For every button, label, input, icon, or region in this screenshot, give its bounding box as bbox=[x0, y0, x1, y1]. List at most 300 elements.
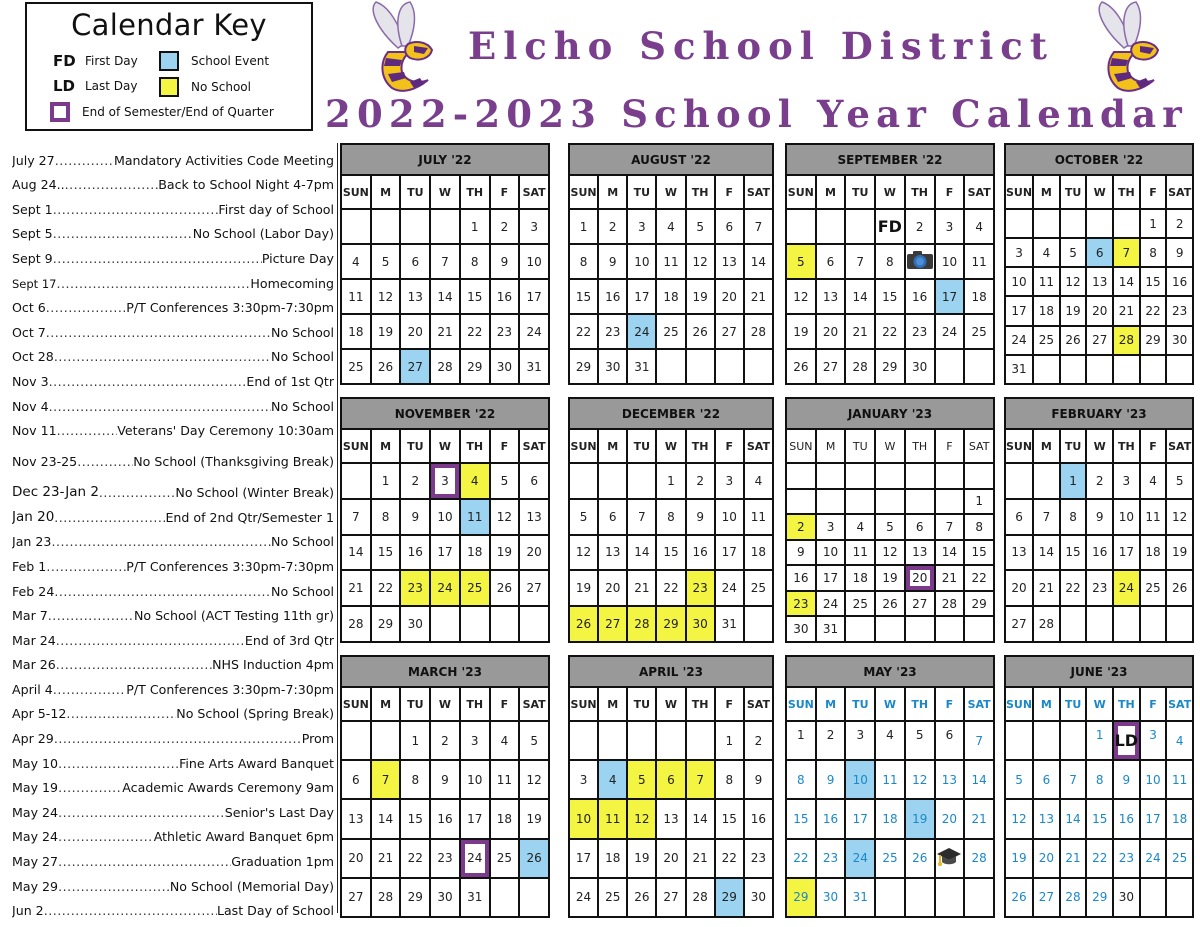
day-cell[interactable]: 2 bbox=[906, 210, 934, 243]
day-cell[interactable]: 20 bbox=[906, 566, 934, 590]
day-cell[interactable]: 24 bbox=[817, 592, 845, 616]
day-cell[interactable]: 19 bbox=[787, 315, 815, 348]
day-cell[interactable]: 16 bbox=[906, 280, 934, 313]
day-cell[interactable]: 20 bbox=[520, 536, 548, 570]
day-cell[interactable]: 30 bbox=[745, 879, 772, 916]
day-cell[interactable]: 30 bbox=[1114, 879, 1139, 916]
day-cell[interactable]: 10 bbox=[817, 541, 845, 565]
day-cell[interactable]: 12 bbox=[1006, 800, 1032, 837]
day-cell[interactable]: 13 bbox=[401, 280, 429, 313]
day-cell[interactable]: 28 bbox=[1114, 327, 1139, 354]
day-cell[interactable]: 30 bbox=[687, 607, 714, 641]
day-cell[interactable]: 27 bbox=[1006, 607, 1032, 641]
day-cell[interactable]: 10 bbox=[846, 761, 874, 798]
day-cell[interactable]: 14 bbox=[342, 536, 370, 570]
day-cell[interactable]: 15 bbox=[876, 280, 904, 313]
day-cell[interactable]: 11 bbox=[1167, 761, 1192, 798]
day-cell[interactable]: 29 bbox=[965, 592, 993, 616]
day-cell[interactable]: 11 bbox=[965, 245, 993, 278]
day-cell[interactable]: 22 bbox=[716, 840, 743, 877]
day-cell[interactable]: 26 bbox=[372, 350, 400, 383]
day-cell[interactable]: 23 bbox=[745, 840, 772, 877]
day-cell[interactable]: 28 bbox=[1061, 879, 1086, 916]
day-cell[interactable]: 7 bbox=[965, 722, 993, 759]
day-cell[interactable]: 8 bbox=[787, 761, 815, 798]
day-cell[interactable]: 15 bbox=[401, 800, 429, 837]
day-cell[interactable]: 15 bbox=[657, 536, 684, 570]
day-cell[interactable]: 24 bbox=[1114, 571, 1139, 605]
day-cell[interactable]: 19 bbox=[1006, 840, 1032, 877]
day-cell[interactable]: 5 bbox=[876, 515, 904, 539]
day-cell[interactable]: 7 bbox=[1061, 761, 1086, 798]
day-cell[interactable]: 9 bbox=[817, 761, 845, 798]
day-cell[interactable]: 20 bbox=[1087, 297, 1112, 324]
day-cell[interactable]: 13 bbox=[1006, 536, 1032, 570]
day-cell[interactable]: 18 bbox=[1167, 800, 1192, 837]
day-cell[interactable]: 23 bbox=[431, 840, 459, 877]
day-cell[interactable]: 19 bbox=[876, 566, 904, 590]
day-cell[interactable]: 17 bbox=[817, 566, 845, 590]
day-cell[interactable]: 14 bbox=[745, 245, 772, 278]
day-cell[interactable]: 15 bbox=[1141, 268, 1166, 295]
day-cell[interactable]: 11 bbox=[491, 761, 519, 798]
day-cell[interactable]: 31 bbox=[1006, 356, 1032, 383]
day-cell[interactable]: 16 bbox=[1167, 268, 1192, 295]
day-cell[interactable]: 2 bbox=[401, 464, 429, 498]
day-cell[interactable]: 17 bbox=[846, 800, 874, 837]
day-cell[interactable]: 17 bbox=[570, 840, 597, 877]
day-cell[interactable]: 7 bbox=[628, 500, 655, 534]
day-cell[interactable]: 3 bbox=[461, 722, 489, 759]
day-cell[interactable]: 21 bbox=[687, 840, 714, 877]
day-cell[interactable]: 19 bbox=[628, 840, 655, 877]
day-cell[interactable]: 3 bbox=[817, 515, 845, 539]
day-cell[interactable]: 16 bbox=[431, 800, 459, 837]
day-cell[interactable]: 7 bbox=[342, 500, 370, 534]
day-cell[interactable]: 18 bbox=[491, 800, 519, 837]
day-cell[interactable]: 15 bbox=[372, 536, 400, 570]
day-cell[interactable]: 14 bbox=[1061, 800, 1086, 837]
day-cell[interactable]: 8 bbox=[461, 245, 489, 278]
day-cell[interactable]: 29 bbox=[716, 879, 743, 916]
day-cell[interactable]: 4 bbox=[745, 464, 772, 498]
day-cell[interactable]: 18 bbox=[965, 280, 993, 313]
day-cell[interactable]: 16 bbox=[1114, 800, 1139, 837]
day-cell[interactable]: 15 bbox=[787, 800, 815, 837]
day-cell[interactable]: 14 bbox=[628, 536, 655, 570]
day-cell[interactable]: 2 bbox=[491, 210, 519, 243]
day-cell[interactable]: 23 bbox=[687, 571, 714, 605]
day-cell[interactable]: 3 bbox=[570, 761, 597, 798]
day-cell[interactable]: 24 bbox=[1141, 840, 1166, 877]
day-cell[interactable]: 1 bbox=[1087, 722, 1112, 759]
day-cell[interactable]: 21 bbox=[1114, 297, 1139, 324]
day-cell[interactable]: 2 bbox=[1087, 464, 1112, 498]
day-cell[interactable]: 21 bbox=[936, 566, 964, 590]
day-cell[interactable]: 16 bbox=[787, 566, 815, 590]
day-cell[interactable]: 31 bbox=[817, 617, 845, 641]
day-cell[interactable]: 9 bbox=[787, 541, 815, 565]
day-cell[interactable]: 12 bbox=[628, 800, 655, 837]
day-cell[interactable]: 7 bbox=[936, 515, 964, 539]
day-cell[interactable]: 4 bbox=[965, 210, 993, 243]
day-cell[interactable]: 26 bbox=[906, 840, 934, 877]
day-cell[interactable]: 3 bbox=[431, 464, 459, 498]
day-cell[interactable]: 31 bbox=[628, 350, 655, 383]
day-cell[interactable] bbox=[936, 840, 964, 877]
day-cell[interactable]: 8 bbox=[372, 500, 400, 534]
day-cell[interactable]: 6 bbox=[520, 464, 548, 498]
day-cell[interactable]: 25 bbox=[1034, 327, 1059, 354]
day-cell[interactable]: 27 bbox=[401, 350, 429, 383]
day-cell[interactable]: 24 bbox=[570, 879, 597, 916]
day-cell[interactable]: 19 bbox=[687, 280, 714, 313]
day-cell[interactable]: 7 bbox=[745, 210, 772, 243]
day-cell[interactable]: 26 bbox=[1061, 327, 1086, 354]
day-cell[interactable]: 18 bbox=[342, 315, 370, 348]
day-cell[interactable]: 30 bbox=[1167, 327, 1192, 354]
day-cell[interactable]: 18 bbox=[876, 800, 904, 837]
day-cell[interactable]: 28 bbox=[965, 840, 993, 877]
day-cell[interactable]: 24 bbox=[936, 315, 964, 348]
day-cell[interactable]: 13 bbox=[657, 800, 684, 837]
day-cell[interactable]: 15 bbox=[570, 280, 597, 313]
day-cell[interactable]: 28 bbox=[628, 607, 655, 641]
day-cell[interactable]: 12 bbox=[520, 761, 548, 798]
day-cell[interactable]: 5 bbox=[1167, 464, 1192, 498]
day-cell[interactable]: 4 bbox=[876, 722, 904, 759]
day-cell[interactable]: 10 bbox=[431, 500, 459, 534]
day-cell[interactable]: 18 bbox=[745, 536, 772, 570]
day-cell[interactable]: 9 bbox=[431, 761, 459, 798]
day-cell[interactable]: 25 bbox=[342, 350, 370, 383]
day-cell[interactable]: 25 bbox=[1167, 840, 1192, 877]
day-cell[interactable]: 13 bbox=[936, 761, 964, 798]
day-cell[interactable]: 22 bbox=[965, 566, 993, 590]
day-cell[interactable]: 9 bbox=[745, 761, 772, 798]
day-cell[interactable]: 8 bbox=[657, 500, 684, 534]
day-cell[interactable]: 5 bbox=[787, 245, 815, 278]
day-cell[interactable]: 13 bbox=[1034, 800, 1059, 837]
day-cell[interactable]: 22 bbox=[657, 571, 684, 605]
day-cell[interactable]: 29 bbox=[1087, 879, 1112, 916]
day-cell[interactable]: 31 bbox=[716, 607, 743, 641]
day-cell[interactable]: 29 bbox=[1141, 327, 1166, 354]
day-cell[interactable]: 10 bbox=[570, 800, 597, 837]
day-cell[interactable]: 1 bbox=[401, 722, 429, 759]
day-cell[interactable]: 25 bbox=[599, 879, 626, 916]
day-cell[interactable]: 28 bbox=[342, 607, 370, 641]
day-cell[interactable]: 22 bbox=[787, 840, 815, 877]
day-cell[interactable]: 30 bbox=[787, 617, 815, 641]
day-cell[interactable]: 24 bbox=[716, 571, 743, 605]
day-cell[interactable]: 21 bbox=[342, 571, 370, 605]
day-cell[interactable]: 3 bbox=[628, 210, 655, 243]
day-cell[interactable]: 4 bbox=[491, 722, 519, 759]
day-cell[interactable]: 29 bbox=[401, 879, 429, 916]
day-cell[interactable]: 12 bbox=[906, 761, 934, 798]
day-cell[interactable]: 18 bbox=[846, 566, 874, 590]
day-cell[interactable]: 17 bbox=[716, 536, 743, 570]
day-cell[interactable]: 27 bbox=[520, 571, 548, 605]
day-cell[interactable]: 21 bbox=[431, 315, 459, 348]
day-cell[interactable]: 4 bbox=[846, 515, 874, 539]
day-cell[interactable]: 6 bbox=[936, 722, 964, 759]
day-cell[interactable]: 1 bbox=[1141, 210, 1166, 237]
day-cell[interactable]: 14 bbox=[687, 800, 714, 837]
day-cell[interactable]: 25 bbox=[965, 315, 993, 348]
day-cell[interactable]: 15 bbox=[716, 800, 743, 837]
day-cell[interactable]: 12 bbox=[876, 541, 904, 565]
day-cell[interactable]: 24 bbox=[520, 315, 548, 348]
day-cell[interactable]: 28 bbox=[431, 350, 459, 383]
day-cell[interactable]: 31 bbox=[520, 350, 548, 383]
day-cell[interactable]: 26 bbox=[570, 607, 597, 641]
day-cell[interactable]: 3 bbox=[1006, 239, 1032, 266]
day-cell[interactable]: 11 bbox=[846, 541, 874, 565]
day-cell[interactable]: 20 bbox=[1034, 840, 1059, 877]
day-cell[interactable]: 1 bbox=[1061, 464, 1086, 498]
day-cell[interactable]: 19 bbox=[520, 800, 548, 837]
day-cell[interactable]: 3 bbox=[1114, 464, 1139, 498]
day-cell[interactable]: 20 bbox=[342, 840, 370, 877]
day-cell[interactable]: 10 bbox=[1006, 268, 1032, 295]
day-cell[interactable]: 10 bbox=[461, 761, 489, 798]
day-cell[interactable]: 22 bbox=[876, 315, 904, 348]
day-cell[interactable]: 13 bbox=[599, 536, 626, 570]
day-cell[interactable]: 12 bbox=[1167, 500, 1192, 534]
day-cell[interactable]: 6 bbox=[817, 245, 845, 278]
day-cell[interactable]: 6 bbox=[657, 761, 684, 798]
day-cell[interactable]: 6 bbox=[1006, 500, 1032, 534]
day-cell[interactable]: 17 bbox=[628, 280, 655, 313]
day-cell[interactable]: 5 bbox=[1006, 761, 1032, 798]
day-cell[interactable]: 19 bbox=[372, 315, 400, 348]
day-cell[interactable]: 29 bbox=[876, 350, 904, 383]
day-cell[interactable]: 27 bbox=[716, 315, 743, 348]
day-cell[interactable]: 27 bbox=[342, 879, 370, 916]
day-cell[interactable]: 6 bbox=[1087, 239, 1112, 266]
day-cell[interactable]: 9 bbox=[491, 245, 519, 278]
day-cell[interactable]: 7 bbox=[1034, 500, 1059, 534]
day-cell[interactable]: 25 bbox=[657, 315, 684, 348]
day-cell[interactable]: 29 bbox=[461, 350, 489, 383]
day-cell[interactable]: 4 bbox=[461, 464, 489, 498]
day-cell[interactable]: 28 bbox=[936, 592, 964, 616]
day-cell[interactable]: 12 bbox=[687, 245, 714, 278]
day-cell[interactable]: 12 bbox=[372, 280, 400, 313]
day-cell[interactable]: 28 bbox=[372, 879, 400, 916]
day-cell[interactable]: 26 bbox=[787, 350, 815, 383]
day-cell[interactable]: 22 bbox=[401, 840, 429, 877]
day-cell[interactable]: 11 bbox=[876, 761, 904, 798]
day-cell[interactable]: 7 bbox=[431, 245, 459, 278]
day-cell[interactable]: 14 bbox=[1034, 536, 1059, 570]
day-cell[interactable]: 8 bbox=[1087, 761, 1112, 798]
day-cell[interactable]: 17 bbox=[936, 280, 964, 313]
day-cell[interactable]: 11 bbox=[342, 280, 370, 313]
day-cell[interactable]: 30 bbox=[906, 350, 934, 383]
day-cell[interactable]: 1 bbox=[461, 210, 489, 243]
day-cell[interactable]: 24 bbox=[1006, 327, 1032, 354]
day-cell[interactable]: 20 bbox=[657, 840, 684, 877]
day-cell[interactable]: 8 bbox=[965, 515, 993, 539]
day-cell[interactable]: 25 bbox=[1141, 571, 1166, 605]
day-cell[interactable]: 14 bbox=[1114, 268, 1139, 295]
day-cell[interactable]: 17 bbox=[461, 800, 489, 837]
day-cell[interactable]: 6 bbox=[906, 515, 934, 539]
day-cell[interactable]: 6 bbox=[599, 500, 626, 534]
day-cell[interactable]: 16 bbox=[687, 536, 714, 570]
day-cell[interactable]: 17 bbox=[1006, 297, 1032, 324]
day-cell[interactable]: 26 bbox=[687, 315, 714, 348]
day-cell[interactable]: 1 bbox=[965, 490, 993, 514]
day-cell[interactable]: 27 bbox=[817, 350, 845, 383]
day-cell[interactable]: 10 bbox=[936, 245, 964, 278]
day-cell[interactable]: 23 bbox=[906, 315, 934, 348]
day-cell[interactable]: 7 bbox=[372, 761, 400, 798]
day-cell[interactable]: 10 bbox=[520, 245, 548, 278]
day-cell[interactable]: 9 bbox=[1114, 761, 1139, 798]
day-cell[interactable]: FD bbox=[876, 210, 904, 243]
day-cell[interactable]: 13 bbox=[1087, 268, 1112, 295]
day-cell[interactable]: 4 bbox=[1141, 464, 1166, 498]
day-cell[interactable]: 8 bbox=[401, 761, 429, 798]
day-cell[interactable]: 4 bbox=[1167, 722, 1192, 759]
day-cell[interactable]: 23 bbox=[1167, 297, 1192, 324]
day-cell[interactable]: 17 bbox=[1114, 536, 1139, 570]
day-cell[interactable]: 26 bbox=[1167, 571, 1192, 605]
day-cell[interactable]: 27 bbox=[1034, 879, 1059, 916]
day-cell[interactable]: 15 bbox=[1087, 800, 1112, 837]
day-cell[interactable]: 9 bbox=[1087, 500, 1112, 534]
day-cell[interactable]: 4 bbox=[599, 761, 626, 798]
day-cell[interactable]: 19 bbox=[1061, 297, 1086, 324]
day-cell[interactable]: 8 bbox=[570, 245, 597, 278]
day-cell[interactable]: 30 bbox=[599, 350, 626, 383]
day-cell[interactable]: 26 bbox=[1006, 879, 1032, 916]
day-cell[interactable]: 6 bbox=[342, 761, 370, 798]
day-cell[interactable]: 16 bbox=[1087, 536, 1112, 570]
day-cell[interactable]: 2 bbox=[1167, 210, 1192, 237]
day-cell[interactable]: 14 bbox=[965, 761, 993, 798]
day-cell[interactable]: 17 bbox=[520, 280, 548, 313]
day-cell[interactable]: 11 bbox=[599, 800, 626, 837]
day-cell[interactable]: 5 bbox=[1061, 239, 1086, 266]
day-cell[interactable]: 11 bbox=[657, 245, 684, 278]
day-cell[interactable]: 22 bbox=[1141, 297, 1166, 324]
day-cell[interactable]: 23 bbox=[491, 315, 519, 348]
day-cell[interactable]: 1 bbox=[716, 722, 743, 759]
day-cell[interactable]: 18 bbox=[657, 280, 684, 313]
day-cell[interactable]: 26 bbox=[628, 879, 655, 916]
day-cell[interactable]: 12 bbox=[787, 280, 815, 313]
day-cell[interactable]: 6 bbox=[401, 245, 429, 278]
day-cell[interactable]: 4 bbox=[342, 245, 370, 278]
day-cell[interactable]: 2 bbox=[787, 515, 815, 539]
day-cell[interactable]: 18 bbox=[1141, 536, 1166, 570]
day-cell[interactable]: 7 bbox=[1114, 239, 1139, 266]
day-cell[interactable]: 25 bbox=[491, 840, 519, 877]
day-cell[interactable]: 12 bbox=[1061, 268, 1086, 295]
day-cell[interactable]: 14 bbox=[936, 541, 964, 565]
day-cell[interactable]: 17 bbox=[431, 536, 459, 570]
day-cell[interactable]: 19 bbox=[906, 800, 934, 837]
day-cell[interactable]: 28 bbox=[846, 350, 874, 383]
day-cell[interactable]: 6 bbox=[1034, 761, 1059, 798]
day-cell[interactable]: 20 bbox=[599, 571, 626, 605]
day-cell[interactable]: 4 bbox=[1034, 239, 1059, 266]
day-cell[interactable]: 8 bbox=[1061, 500, 1086, 534]
day-cell[interactable]: 2 bbox=[745, 722, 772, 759]
day-cell[interactable]: 24 bbox=[461, 840, 489, 877]
day-cell[interactable]: 22 bbox=[1061, 571, 1086, 605]
day-cell[interactable]: 9 bbox=[599, 245, 626, 278]
day-cell[interactable]: 20 bbox=[1006, 571, 1032, 605]
day-cell[interactable]: 19 bbox=[570, 571, 597, 605]
day-cell[interactable]: 29 bbox=[372, 607, 400, 641]
day-cell[interactable]: 7 bbox=[687, 761, 714, 798]
day-cell[interactable]: 16 bbox=[817, 800, 845, 837]
day-cell[interactable]: 27 bbox=[1087, 327, 1112, 354]
day-cell[interactable]: 10 bbox=[1141, 761, 1166, 798]
day-cell[interactable]: 28 bbox=[745, 315, 772, 348]
day-cell[interactable]: 14 bbox=[372, 800, 400, 837]
day-cell[interactable]: 1 bbox=[657, 464, 684, 498]
day-cell[interactable]: 16 bbox=[599, 280, 626, 313]
day-cell[interactable]: 23 bbox=[401, 571, 429, 605]
day-cell[interactable]: 21 bbox=[965, 800, 993, 837]
day-cell[interactable]: 15 bbox=[461, 280, 489, 313]
day-cell[interactable]: 23 bbox=[787, 592, 815, 616]
day-cell[interactable]: 9 bbox=[1167, 239, 1192, 266]
day-cell[interactable]: 3 bbox=[1141, 722, 1166, 759]
day-cell[interactable]: 13 bbox=[716, 245, 743, 278]
day-cell[interactable]: 24 bbox=[431, 571, 459, 605]
day-cell[interactable]: 11 bbox=[461, 500, 489, 534]
day-cell[interactable]: 22 bbox=[1087, 840, 1112, 877]
day-cell[interactable]: 3 bbox=[716, 464, 743, 498]
day-cell[interactable]: 24 bbox=[628, 315, 655, 348]
day-cell[interactable]: 22 bbox=[372, 571, 400, 605]
day-cell[interactable]: 23 bbox=[1114, 840, 1139, 877]
day-cell[interactable]: 29 bbox=[657, 607, 684, 641]
day-cell[interactable] bbox=[906, 245, 934, 278]
day-cell[interactable]: 13 bbox=[817, 280, 845, 313]
day-cell[interactable]: 22 bbox=[570, 315, 597, 348]
day-cell[interactable]: 5 bbox=[628, 761, 655, 798]
day-cell[interactable]: 1 bbox=[787, 722, 815, 759]
day-cell[interactable]: 13 bbox=[520, 500, 548, 534]
day-cell[interactable]: 21 bbox=[1034, 571, 1059, 605]
day-cell[interactable]: 25 bbox=[461, 571, 489, 605]
day-cell[interactable]: 16 bbox=[745, 800, 772, 837]
day-cell[interactable]: 21 bbox=[846, 315, 874, 348]
day-cell[interactable]: 1 bbox=[372, 464, 400, 498]
day-cell[interactable]: 3 bbox=[846, 722, 874, 759]
day-cell[interactable]: 28 bbox=[687, 879, 714, 916]
day-cell[interactable]: 30 bbox=[431, 879, 459, 916]
day-cell[interactable]: 16 bbox=[401, 536, 429, 570]
day-cell[interactable]: 26 bbox=[876, 592, 904, 616]
day-cell[interactable]: 13 bbox=[342, 800, 370, 837]
day-cell[interactable]: 22 bbox=[461, 315, 489, 348]
day-cell[interactable]: 16 bbox=[491, 280, 519, 313]
day-cell[interactable]: 17 bbox=[1141, 800, 1166, 837]
day-cell[interactable]: 8 bbox=[876, 245, 904, 278]
day-cell[interactable]: 26 bbox=[491, 571, 519, 605]
day-cell[interactable]: 13 bbox=[906, 541, 934, 565]
